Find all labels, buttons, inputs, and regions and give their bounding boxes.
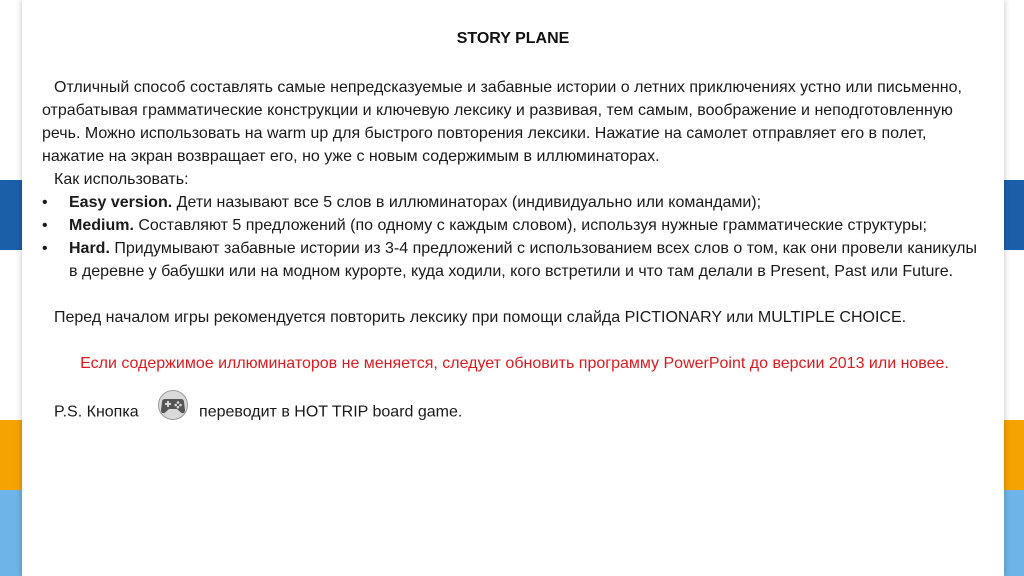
level-item-hard <box>42 237 987 283</box>
gamepad-icon[interactable] <box>143 390 191 427</box>
bullet-glyph: • <box>42 217 48 234</box>
spacer <box>42 329 987 352</box>
level-text: Составляют 5 предложений (по одному с каждым словом), используя нужные грамматические структуры; <box>133 217 927 234</box>
before-game-paragraph: Перед началом игры рекомендуется повторить лексику при помощи слайда PICTIONARY или MULTIPLE CHOICE. <box>54 309 907 326</box>
ps-text-after: переводит в HOT TRIP board game. <box>194 403 463 421</box>
slide-title: STORY PLANE <box>456 30 570 47</box>
bullet-glyph: • <box>42 194 48 211</box>
level-name: Hard. <box>69 240 110 257</box>
slide-body <box>42 76 987 427</box>
slide-card <box>22 0 1004 576</box>
spacer <box>42 283 987 306</box>
level-item-medium <box>42 214 987 237</box>
bullet-glyph: • <box>42 240 48 257</box>
levels-list <box>42 191 987 283</box>
level-name: Medium. <box>69 217 134 234</box>
how-to-label: Как использовать: <box>54 171 189 188</box>
level-text: Придумывают забавные истории из 3-4 предложений с использованием всех слов о том, как они провели каникулы в деревне у бабушки или на модном курорте, куда ходили, кого встретили и что там делали в Present, Past или Future. <box>69 240 977 280</box>
warning-paragraph: Если содержимое иллюминаторов не меняется, следует обновить программу PowerPoint до версии 2013 или новее. <box>80 355 949 372</box>
level-text: Дети называют все 5 слов в иллюминаторах (индивидуально или командами); <box>172 194 762 211</box>
level-item-easy <box>42 191 987 214</box>
ps-text-before: P.S. Кнопка <box>54 403 139 421</box>
level-name: Easy version. <box>69 194 173 211</box>
intro-paragraph: Отличный способ составлять самые непредсказуемые и забавные истории о летних приключениях устно или письменно, отрабатывая грамматические конструкции и ключевую лексику и развивая, тем самым, воображение и неподготовленную речь. Можно использовать на warm up для быстрого повторения лексики. Нажатие на самолет отправляет его в полет, нажатие на экран возвращает его, но уже с новым содержимым в иллюминаторах. <box>42 79 962 165</box>
ps-paragraph <box>42 398 987 427</box>
